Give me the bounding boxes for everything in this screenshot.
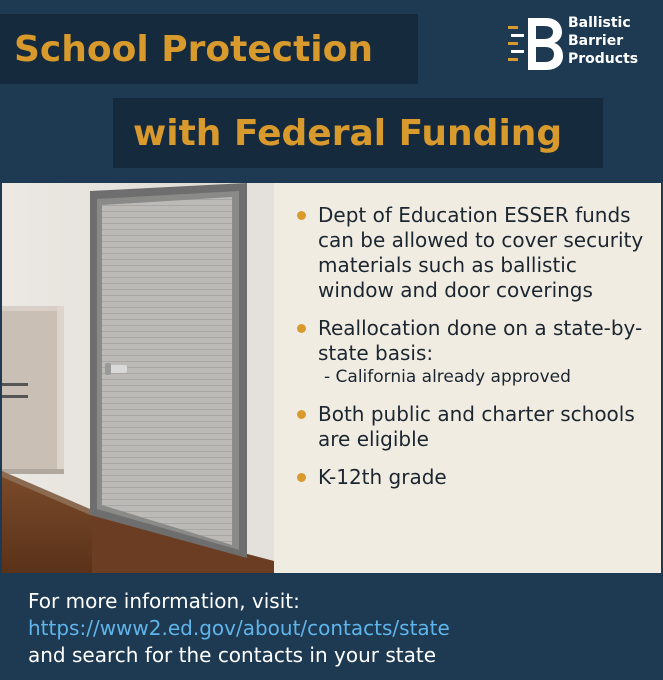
- footer-line-1: For more information, visit:: [28, 589, 300, 613]
- logo-text-line-3: Products: [568, 51, 639, 67]
- bullet-dot-icon: [297, 473, 306, 482]
- bullet-list: [288, 203, 658, 503]
- bullet-dot-icon: [297, 410, 306, 419]
- list-item: [288, 316, 658, 389]
- door-photo: [2, 183, 274, 573]
- bullet-dot-icon: [297, 324, 306, 333]
- company-logo: [508, 12, 658, 74]
- footer-line-3: and search for the contacts in your state: [28, 643, 437, 667]
- title-line-1: School Protection: [0, 14, 418, 84]
- bullet-subtext: - California already approved: [324, 367, 571, 387]
- list-item: [288, 465, 658, 490]
- bullet-text: Reallocation done on a state-by-state basis:: [318, 316, 643, 365]
- bullet-text: Dept of Education ESSER funds can be allowed to cover security materials such as ballistic window and door coverings: [318, 203, 644, 302]
- logo-text-line-2: Barrier: [568, 33, 624, 49]
- title-line-2: with Federal Funding: [113, 98, 603, 168]
- list-item: [288, 203, 658, 303]
- logo-b-mark-icon: [508, 14, 564, 72]
- logo-text-line-1: Ballistic: [568, 15, 631, 31]
- bullet-dot-icon: [297, 211, 306, 220]
- bullet-text: Both public and charter schools are eligible: [318, 402, 635, 451]
- content-panel: [2, 183, 661, 573]
- contacts-link[interactable]: https://www2.ed.gov/about/contacts/state: [28, 616, 450, 640]
- footer-info: [28, 588, 450, 669]
- bullet-text: K-12th grade: [318, 465, 447, 489]
- list-item: [288, 402, 658, 452]
